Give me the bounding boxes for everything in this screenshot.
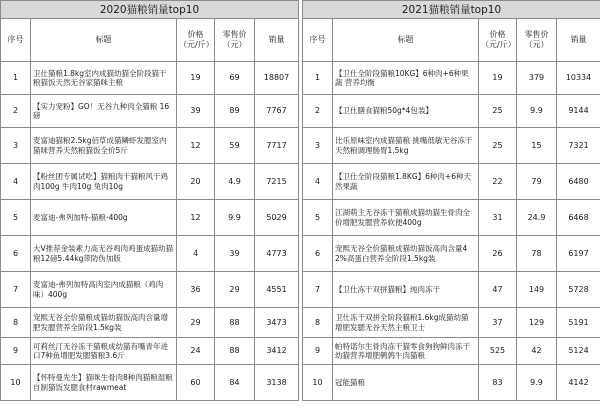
table-row (303, 308, 600, 338)
product-name-cell: 【卫仕全阶段猫粮1.8KG】6种肉+6种天然果蔬 (333, 164, 479, 200)
retail-price-cell: 9.9 (215, 200, 255, 236)
sales-cell: 5191 (557, 308, 600, 338)
rank-cell: 1 (303, 62, 333, 95)
product-name-cell: 冠能猫粮 (333, 365, 479, 401)
table-row (1, 308, 299, 338)
sales-cell: 7717 (255, 128, 299, 164)
rank-cell: 9 (303, 338, 333, 365)
retail-price-cell: 88 (215, 308, 255, 338)
price-cell: 25 (479, 128, 517, 164)
retail-price-cell: 9.9 (517, 365, 557, 401)
sales-cell: 10334 (557, 62, 600, 95)
table-title: 2020猫粮销量top10 (1, 1, 299, 19)
rank-cell: 10 (1, 365, 31, 401)
header-sales: 销量 (557, 19, 600, 62)
rank-cell: 8 (1, 308, 31, 338)
product-name-cell: 【卫仕膳食猫粮50g*4包装】 (333, 95, 479, 128)
price-cell: 12 (177, 200, 215, 236)
price-cell: 36 (177, 272, 215, 308)
retail-price-cell: 59 (215, 128, 255, 164)
table-row (303, 272, 600, 308)
table-row (1, 200, 299, 236)
retail-price-cell: 9.9 (517, 95, 557, 128)
price-cell: 20 (177, 164, 215, 200)
header-retail: 零售价 （元） (215, 19, 255, 62)
table-row (303, 236, 600, 272)
product-name-cell: 麦富迪-弗列加特-猫粮-400g (31, 200, 177, 236)
product-name-cell: 帕特诺尔生骨肉冻干猫零食狗狗鲜肉冻干幼猫营养增肥鹌鹑牛肉猫粮 (333, 338, 479, 365)
sales-cell: 5124 (557, 338, 600, 365)
price-cell: 39 (177, 95, 215, 128)
retail-price-cell: 69 (215, 62, 255, 95)
rank-cell: 7 (303, 272, 333, 308)
sales-cell: 4551 (255, 272, 299, 308)
retail-price-cell: 24.9 (517, 200, 557, 236)
retail-price-cell: 39 (215, 236, 255, 272)
header-price: 价格 （元/斤） (177, 19, 215, 62)
table-row (303, 95, 600, 128)
product-name-cell: 【卫仕冻干双拼猫粮】纯肉冻干 (333, 272, 479, 308)
retail-price-cell: 79 (517, 164, 557, 200)
price-cell: 29 (177, 308, 215, 338)
retail-price-cell: 88 (215, 338, 255, 365)
sales-cell: 7215 (255, 164, 299, 200)
price-cell: 12 (177, 128, 215, 164)
product-name-cell: 麦富迪猫粮2.5kg佰草成猫鳞虾发腮室内猫咪营养天然粮猫饭全价5斤 (31, 128, 177, 164)
rank-cell: 2 (303, 95, 333, 128)
price-cell: 47 (479, 272, 517, 308)
product-name-cell: 卫仕冻干双拼全阶段猫粮1.6kg成猫幼猫增肥发腮无谷天然主粮卫士 (333, 308, 479, 338)
retail-price-cell: 78 (517, 236, 557, 272)
rank-cell: 10 (303, 365, 333, 401)
header-sales: 销量 (255, 19, 299, 62)
table-row (1, 95, 299, 128)
header-price: 价格 （元/斤） (479, 19, 517, 62)
sales-cell: 18807 (255, 62, 299, 95)
table-row (303, 164, 600, 200)
price-cell: 24 (177, 338, 215, 365)
rank-cell: 5 (303, 200, 333, 236)
retail-price-cell: 15 (517, 128, 557, 164)
header-retail: 零售价 （元） (517, 19, 557, 62)
product-name-cell: 【怀特曼先生】猫咪生骨肉8种肉猫粮湿粮自制猫饭发腮食材rawmeat (31, 365, 177, 401)
product-name-cell: 【卫仕全阶段猫粮10KG】6种肉+6种果蔬 营养均衡 (333, 62, 479, 95)
sales-cell: 3473 (255, 308, 299, 338)
sales-cell: 6197 (557, 236, 600, 272)
table-row (1, 236, 299, 272)
price-cell: 19 (479, 62, 517, 95)
retail-price-cell: 29 (215, 272, 255, 308)
sales-cell: 9144 (557, 95, 600, 128)
sales-cell: 7767 (255, 95, 299, 128)
price-cell: 22 (479, 164, 517, 200)
product-name-cell: 宠熙无谷全价猫粮成猫幼猫饭高肉含量42%高蛋白营养全阶段1.5kg装 (333, 236, 479, 272)
rank-cell: 4 (1, 164, 31, 200)
sales-cell: 6480 (557, 164, 600, 200)
retail-price-cell: 89 (215, 95, 255, 128)
retail-price-cell: 42 (517, 338, 557, 365)
retail-price-cell: 129 (517, 308, 557, 338)
table-2021 (302, 0, 600, 401)
rank-cell: 5 (1, 200, 31, 236)
product-name-cell: 江湖萌主无谷冻干猫粮成猫幼猫生骨肉全价增肥发腮营养软便400g (333, 200, 479, 236)
rank-cell: 3 (1, 128, 31, 164)
header-rank: 序号 (303, 19, 333, 62)
price-cell: 19 (177, 62, 215, 95)
product-name-cell: 【实力宠粉】GO！无谷九种肉全猫粮 16磅 (31, 95, 177, 128)
table-row (1, 164, 299, 200)
retail-price-cell: 379 (517, 62, 557, 95)
rank-cell: 1 (1, 62, 31, 95)
table-2020 (0, 0, 299, 401)
product-name-cell: 可莉丝汀无谷冻干猫粮成幼猫有嘴青年进口7种鱼增肥发腮猫粮3.6斤 (31, 338, 177, 365)
table-row (303, 62, 600, 95)
table-row (1, 62, 299, 95)
sales-cell: 5728 (557, 272, 600, 308)
rank-cell: 7 (1, 272, 31, 308)
table-row (303, 338, 600, 365)
sales-cell: 4142 (557, 365, 600, 401)
sales-cell: 3138 (255, 365, 299, 401)
price-cell: 525 (479, 338, 517, 365)
product-name-cell: 比乐原味室内成猫猫粮 挑嘴低敏无谷冻干天然粮调理肠胃1.5kg (333, 128, 479, 164)
price-cell: 60 (177, 365, 215, 401)
price-cell: 4 (177, 236, 215, 272)
table-row (303, 128, 600, 164)
table-row (1, 272, 299, 308)
header-rank: 序号 (1, 19, 31, 62)
rank-cell: 8 (303, 308, 333, 338)
table-title: 2021猫粮销量top10 (303, 1, 600, 19)
product-name-cell: 【粉丝团专属试吃】猫粮肉干猫粮风干鸡肉100g 牛肉10g 兔肉10g (31, 164, 177, 200)
table-row (1, 365, 299, 401)
product-name-cell: 大V推荐金装素力高无谷鸡肉鸡蛋成猫幼猫粮12磅5.44kg带防伪加版 (31, 236, 177, 272)
retail-price-cell: 84 (215, 365, 255, 401)
price-cell: 31 (479, 200, 517, 236)
product-name-cell: 卫仕猫粮1.8kg室内成猫幼猫全阶段猫干粮猫饭天然无谷家猫咪主粮 (31, 62, 177, 95)
price-cell: 83 (479, 365, 517, 401)
retail-price-cell: 149 (517, 272, 557, 308)
sales-cell: 6468 (557, 200, 600, 236)
table-row (1, 338, 299, 365)
table-body (1, 62, 299, 401)
table-row (303, 200, 600, 236)
product-name-cell: 麦富迪-弗列加特高肉室内成猫粮（鸡肉味）400g (31, 272, 177, 308)
sales-cell: 7321 (557, 128, 600, 164)
sales-cell: 5029 (255, 200, 299, 236)
price-cell: 26 (479, 236, 517, 272)
rank-cell: 3 (303, 128, 333, 164)
rank-cell: 4 (303, 164, 333, 200)
rank-cell: 2 (1, 95, 31, 128)
retail-price-cell: 4.9 (215, 164, 255, 200)
header-name: 标题 (31, 19, 177, 62)
product-name-cell: 宠熙无谷全价猫粮成猫幼猫饭高肉含量增肥发腮营养全阶段1.5kg装 (31, 308, 177, 338)
price-cell: 25 (479, 95, 517, 128)
price-cell: 37 (479, 308, 517, 338)
rank-cell: 6 (1, 236, 31, 272)
table-body (303, 62, 600, 401)
table-row (1, 128, 299, 164)
sales-cell: 3412 (255, 338, 299, 365)
sales-cell: 4773 (255, 236, 299, 272)
header-name: 标题 (333, 19, 479, 62)
rank-cell: 6 (303, 236, 333, 272)
rank-cell: 9 (1, 338, 31, 365)
table-row (303, 365, 600, 401)
